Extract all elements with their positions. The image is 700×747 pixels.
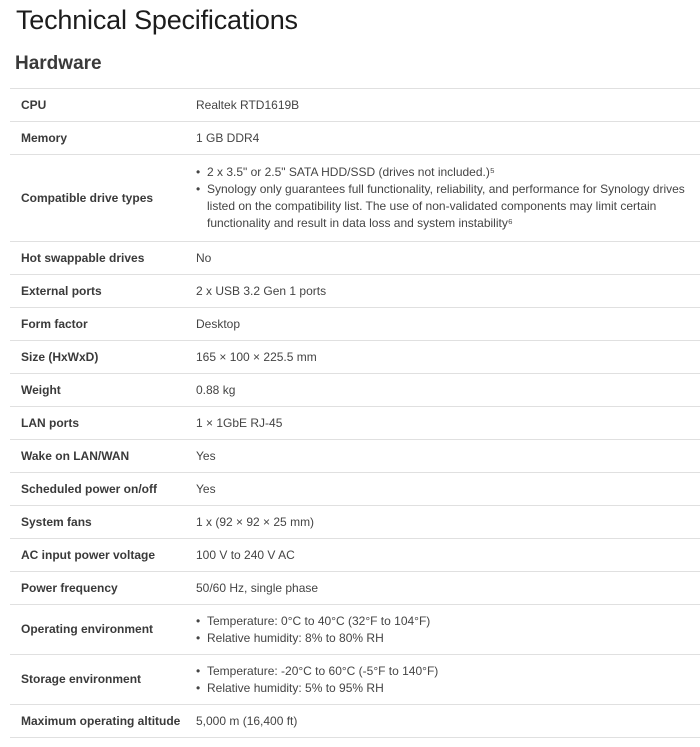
spec-label: Scheduled power on/off <box>10 473 186 506</box>
bullet-list <box>196 613 700 647</box>
spec-label: Form factor <box>10 308 186 341</box>
spec-value <box>186 655 700 705</box>
spec-value: 1 × 1GbE RJ-45 <box>186 407 700 440</box>
spec-value: 5,000 m (16,400 ft) <box>186 705 700 738</box>
spec-row-hot-swappable <box>10 242 700 275</box>
spec-label: Weight <box>10 374 186 407</box>
spec-value: Yes <box>186 473 700 506</box>
spec-row-cpu <box>10 89 700 122</box>
spec-value: No <box>186 242 700 275</box>
spec-value <box>186 155 700 242</box>
spec-label: CPU <box>10 89 186 122</box>
spec-label: System fans <box>10 506 186 539</box>
spec-label: Hot swappable drives <box>10 242 186 275</box>
list-item: • 2 x 3.5" or 2.5" SATA HDD/SSD (drives not included.)⁵ <box>207 164 700 181</box>
bullet-list <box>196 663 700 697</box>
spec-value: Realtek RTD1619B <box>186 89 700 122</box>
spec-value: 2 x USB 3.2 Gen 1 ports <box>186 275 700 308</box>
spec-row-scheduled-power <box>10 473 700 506</box>
spec-label: External ports <box>10 275 186 308</box>
spec-row-system-fans <box>10 506 700 539</box>
page-title: Technical Specifications <box>16 5 298 35</box>
spec-row-ac-input <box>10 539 700 572</box>
list-item: • Synology only guarantees full functionality, reliability, and performance for Synology drives listed on the compatibility list. The use of non-validated components may limit certain functionality and result in data loss and system instability⁶ <box>207 181 700 232</box>
spec-value: 50/60 Hz, single phase <box>186 572 700 605</box>
spec-value <box>186 605 700 655</box>
spec-row-external-ports <box>10 275 700 308</box>
spec-value: 165 × 100 × 225.5 mm <box>186 341 700 374</box>
spec-table <box>10 88 700 738</box>
list-item: • Temperature: -20°C to 60°C (-5°F to 140°F) <box>207 663 700 680</box>
spec-value: 0.88 kg <box>186 374 700 407</box>
list-item: • Relative humidity: 5% to 95% RH <box>207 680 700 697</box>
spec-row-power-frequency <box>10 572 700 605</box>
spec-row-lan-ports <box>10 407 700 440</box>
spec-value: Desktop <box>186 308 700 341</box>
spec-row-memory <box>10 122 700 155</box>
spec-label: Operating environment <box>10 605 186 655</box>
spec-value: 1 GB DDR4 <box>186 122 700 155</box>
spec-row-operating-environment <box>10 605 700 655</box>
spec-label: Maximum operating altitude <box>10 705 186 738</box>
spec-row-storage-environment <box>10 655 700 705</box>
spec-label: Storage environment <box>10 655 186 705</box>
spec-row-wake-on-lan <box>10 440 700 473</box>
list-item: • Relative humidity: 8% to 80% RH <box>207 630 700 647</box>
spec-label: Size (HxWxD) <box>10 341 186 374</box>
spec-row-max-altitude <box>10 705 700 738</box>
list-item: • Temperature: 0°C to 40°C (32°F to 104°F) <box>207 613 700 630</box>
spec-value: 1 x (92 × 92 × 25 mm) <box>186 506 700 539</box>
spec-label: Compatible drive types <box>10 155 186 242</box>
spec-row-form-factor <box>10 308 700 341</box>
section-heading: Hardware <box>15 53 102 74</box>
spec-label: Wake on LAN/WAN <box>10 440 186 473</box>
spec-value: Yes <box>186 440 700 473</box>
spec-row-weight <box>10 374 700 407</box>
spec-label: AC input power voltage <box>10 539 186 572</box>
spec-row-size <box>10 341 700 374</box>
spec-label: Memory <box>10 122 186 155</box>
spec-row-compatible-drive-types <box>10 155 700 242</box>
spec-label: Power frequency <box>10 572 186 605</box>
spec-label: LAN ports <box>10 407 186 440</box>
spec-value: 100 V to 240 V AC <box>186 539 700 572</box>
bullet-list <box>196 164 700 232</box>
